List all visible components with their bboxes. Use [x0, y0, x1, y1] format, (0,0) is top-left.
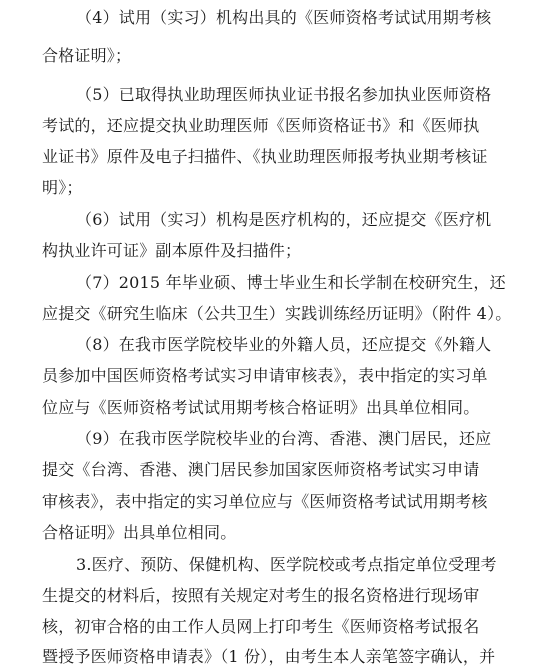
paragraph-6-line-1: （6）试用（实习）机构是医疗机构的，还应提交《医疗机 — [76, 210, 492, 229]
paragraph-4-line-1: （4）试用（实习）机构出具的《医师资格考试试用期考核 — [76, 8, 492, 27]
paragraph-9-line-1: （9）在我市医学院校毕业的台湾、香港、澳门居民，还应 — [76, 429, 492, 448]
section-3-line-2: 生提交的材料后，按照有关规定对考生的报名资格进行现场审 — [42, 586, 480, 605]
section-3-line-1: 3.医疗、预防、保健机构、医学院校或考点指定单位受理考 — [76, 555, 497, 574]
paragraph-8-line-1: （8）在我市医学院校毕业的外籍人员，还应提交《外籍人 — [76, 335, 492, 354]
paragraph-9-line-2: 提交《台湾、香港、澳门居民参加国家医师资格考试实习申请 — [42, 460, 480, 479]
paragraph-5-line-1: （5）已取得执业助理医师执业证书报名参加执业医师资格 — [76, 85, 492, 104]
paragraph-4-line-2: 合格证明》； — [42, 46, 132, 65]
section-3-line-4: 暨授予医师资格申请表》（1 份），由考生本人亲笔签字确认，并 — [42, 647, 496, 666]
paragraph-9-line-3: 审核表》，表中指定的实习单位应与《医师资格考试试用期考核 — [42, 492, 488, 511]
paragraph-5-line-4: 明》； — [42, 178, 83, 197]
paragraph-9-line-4: 合格证明》出具单位相同。 — [42, 523, 237, 542]
section-3-line-3: 核，初审合格的由工作人员网上打印考生《医师资格考试报名 — [42, 617, 480, 636]
paragraph-5-line-2: 考试的，还应提交执业助理医师《医师资格证书》和《医师执 — [42, 116, 480, 135]
paragraph-5-line-3: 业证书》原件及电子扫描件、《执业助理医师报考执业期考核证 — [42, 147, 488, 166]
paragraph-7-line-1: （7）2015 年毕业硕、博士毕业生和长学制在校研究生，还 — [76, 273, 506, 292]
paragraph-8-line-3: 位应与《医师资格考试试用期考核合格证明》出具单位相同。 — [42, 398, 480, 417]
paragraph-6-line-2: 构执业许可证》副本原件及扫描件； — [42, 241, 302, 260]
paragraph-8-line-2: 员参加中国医师资格考试实习申请审核表》，表中指定的实习单 — [42, 366, 488, 385]
paragraph-7-line-2: 应提交《研究生临床（公共卫生）实践训练经历证明》（附件 4）。 — [42, 304, 512, 323]
